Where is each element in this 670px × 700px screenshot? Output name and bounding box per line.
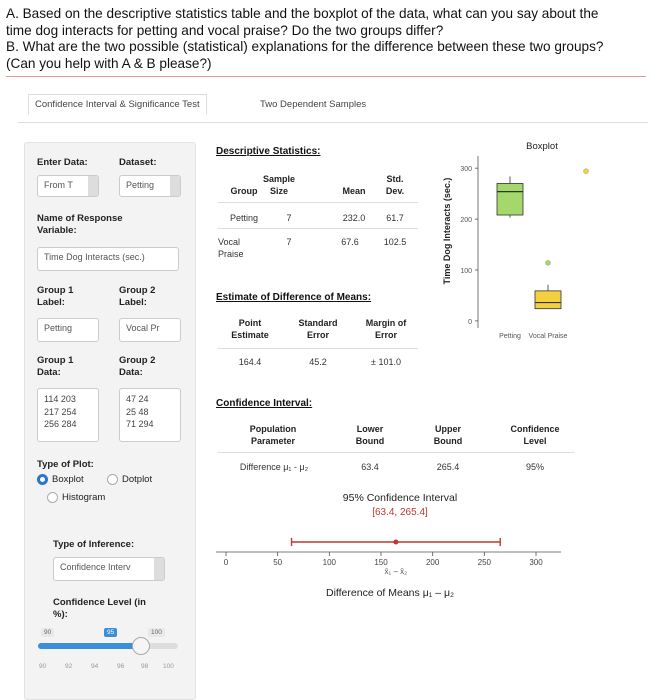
desc-row-2-group <box>218 236 266 260</box>
radio-unselected-icon <box>107 474 118 485</box>
col-header-me-line2: Error <box>374 330 397 340</box>
slider-tick: 92 <box>65 663 73 670</box>
radio-boxplot[interactable] <box>37 474 84 485</box>
group2-label-2: Label: <box>119 297 147 308</box>
dataset-label: Dataset: <box>119 157 157 168</box>
slider-value-label: 95 <box>104 628 117 637</box>
ci-plot-title: 95% Confidence Interval <box>342 492 458 504</box>
boxplot-category-label: Vocal Praise <box>528 333 568 340</box>
slider-max-label: 100 <box>148 628 165 637</box>
slider-tick: 90 <box>39 663 47 670</box>
radio-histogram[interactable] <box>47 492 105 503</box>
col-header-mean: Mean <box>342 186 366 196</box>
desc-row-2-group-line1: Vocal <box>218 237 241 247</box>
difference-estimate-title: Estimate of Difference of Means: <box>216 292 372 303</box>
col-header-se-line1: Standard <box>298 318 338 328</box>
group1-label-input[interactable]: Petting <box>37 318 99 342</box>
col-header-confidence-level <box>500 423 570 447</box>
desc-row-1-mean: 232.0 <box>342 213 366 223</box>
boxplot-y-tick-label: 200 <box>460 217 472 225</box>
ci-plot-range: [63.4, 265.4] <box>372 507 428 518</box>
boxplot-chart <box>430 136 610 356</box>
group1-label-1: Group 1 <box>37 285 74 296</box>
inference-type-select[interactable]: Confidence Interv <box>53 557 165 581</box>
point-estimate-value: 164.4 <box>238 357 262 367</box>
conf-level-label-1: Confidence Level (in <box>53 597 146 608</box>
conf-level-label-2: %): <box>53 609 68 620</box>
enter-data-select[interactable]: From T <box>37 175 99 197</box>
desc-row-1-group: Petting <box>229 213 259 223</box>
ci-x-tick-label: 300 <box>529 558 543 567</box>
boxplot-category-label: Petting <box>499 333 521 340</box>
col-header-standard-error <box>290 317 346 341</box>
question-line-2: time dog interacts for petting and vocal praise? Do the two groups differ? <box>6 22 444 38</box>
question-text <box>6 6 666 72</box>
plot-type-label: Type of Plot: <box>37 459 94 470</box>
response-label-2: Variable: <box>37 225 77 236</box>
col-header-sd <box>375 173 415 197</box>
ci-point-estimate <box>393 540 398 545</box>
desc-row-2-group-line2: Praise <box>218 249 244 259</box>
col-header-upper-line2: Bound <box>433 436 463 446</box>
tab-confidence-interval[interactable]: Confidence Interval & Significance Test <box>28 94 207 115</box>
slider-tick: 96 <box>117 663 125 670</box>
inference-type-label: Type of Inference: <box>53 539 135 550</box>
col-header-upper-line1: Upper <box>434 424 461 434</box>
slider-tick: 100 <box>163 663 174 670</box>
question-line-4: (Can you help with A & B please?) <box>6 55 212 71</box>
group2-data-label-2: Data: <box>119 367 143 378</box>
col-header-lower-bound <box>340 423 400 447</box>
boxplot-box <box>497 183 523 215</box>
slider-tick: 94 <box>91 663 99 670</box>
col-header-group: Group <box>230 186 258 196</box>
radio-dotplot-label: Dotplot <box>122 474 153 485</box>
col-header-level-line1: Confidence <box>510 424 560 434</box>
group1-data-textarea[interactable] <box>37 388 99 442</box>
boxplot-title: Boxplot <box>526 141 558 152</box>
group2-data-line: 25 48 <box>126 406 149 417</box>
col-header-margin-error <box>356 317 416 341</box>
desc-row-1-size: 7 <box>286 213 292 223</box>
group1-data-line: 256 284 <box>44 419 77 429</box>
col-header-sd-line2: Dev. <box>385 186 405 196</box>
enter-data-label: Enter Data: <box>37 157 88 168</box>
group2-data-textarea[interactable] <box>119 388 181 442</box>
boxplot-y-tick-label: 300 <box>460 166 472 174</box>
col-header-pe-line2: Estimate <box>231 330 269 340</box>
col-header-lower-line2: Bound <box>355 436 385 446</box>
ci-x-tick-label: 250 <box>477 558 492 567</box>
radio-boxplot-label: Boxplot <box>52 474 84 485</box>
question-divider <box>6 76 646 77</box>
margin-error-value: ± 101.0 <box>371 357 401 367</box>
col-header-level-line2: Level <box>523 436 547 446</box>
confidence-interval-title: Confidence Interval: <box>216 398 313 409</box>
ci-level-value: 95% <box>525 462 544 472</box>
radio-dotplot[interactable] <box>107 474 152 485</box>
response-label-1: Name of Response <box>37 213 123 224</box>
confidence-slider-handle[interactable] <box>132 637 150 655</box>
group2-label-1: Group 2 <box>119 285 156 296</box>
radio-unselected-icon <box>47 492 58 503</box>
group2-data-line: 47 24 <box>126 394 149 404</box>
col-header-size-line2: Size <box>269 186 288 196</box>
tab-two-dependent-samples[interactable]: Two Dependent Samples <box>260 99 367 110</box>
ci-x-tick-label: 50 <box>273 558 283 567</box>
group1-label-2: Label: <box>37 297 65 308</box>
group1-data-line: 217 254 <box>44 406 77 417</box>
col-header-se-line2: Error <box>306 330 329 340</box>
col-header-param-line2: Parameter <box>250 436 296 446</box>
table-divider <box>218 452 574 453</box>
dataset-select[interactable]: Petting <box>119 175 181 197</box>
descriptive-stats-title: Descriptive Statistics: <box>216 146 321 157</box>
ci-x-tick-label: 100 <box>322 558 337 567</box>
group2-label-input[interactable]: Vocal Pr <box>119 318 181 342</box>
response-variable-input[interactable]: Time Dog Interacts (sec.) <box>37 247 179 271</box>
desc-row-2-sd: 102.5 <box>383 237 407 247</box>
table-divider <box>218 228 418 229</box>
ci-upper-value: 265.4 <box>436 462 460 472</box>
question-line-1: A. Based on the descriptive statistics table and the boxplot of the data, what can you say about the <box>6 6 599 21</box>
group1-data-label-2: Data: <box>37 367 61 378</box>
ci-xbar-label: x̄₁ – x̄₂ <box>384 567 408 576</box>
desc-row-2-mean: 67.6 <box>341 237 359 247</box>
boxplot-y-tick-label: 0 <box>468 318 472 326</box>
confidence-slider-fill <box>38 643 136 649</box>
boxplot-outlier <box>546 260 551 265</box>
input-sidebar <box>24 142 196 700</box>
boxplot-y-tick-label: 100 <box>460 268 472 275</box>
ci-x-tick-label: 200 <box>425 558 440 567</box>
ci-x-tick-label: 0 <box>223 558 229 567</box>
col-header-upper-bound <box>418 423 478 447</box>
col-header-size-line1: Sample <box>262 174 295 184</box>
group2-data-label-1: Group 2 <box>119 355 156 366</box>
radio-histogram-label: Histogram <box>62 492 106 503</box>
question-line-3: B. What are the two possible (statistical) explanations for the difference between these two groups? <box>6 39 604 55</box>
slider-tick: 98 <box>141 663 149 670</box>
table-divider <box>218 202 418 203</box>
group1-data-label-1: Group 1 <box>37 355 74 366</box>
desc-row-2-size: 7 <box>286 237 292 247</box>
table-divider <box>218 348 418 349</box>
ci-xlabel: Difference of Means μ₁ – μ₂ <box>326 587 455 599</box>
col-header-sd-line1: Std. <box>386 174 404 184</box>
slider-min-label: 90 <box>41 628 54 637</box>
ci-lower-value: 63.4 <box>361 462 379 472</box>
boxplot-outlier <box>584 169 589 174</box>
confidence-slider-track[interactable] <box>38 643 178 649</box>
col-header-pe-line1: Point <box>238 318 262 328</box>
col-header-me-line1: Margin of <box>365 318 407 328</box>
col-header-lower-line1: Lower <box>356 424 384 434</box>
group1-data-line: 114 203 <box>44 394 76 404</box>
col-header-param-line1: Population <box>249 424 297 434</box>
boxplot-ylabel: Time Dog Interacts (sec.) <box>442 177 452 285</box>
boxplot-box <box>535 291 561 309</box>
radio-selected-icon <box>37 474 48 485</box>
tab-bar <box>18 85 648 123</box>
desc-row-1-sd: 61.7 <box>386 213 404 223</box>
col-header-population-parameter <box>228 423 318 447</box>
col-header-point-estimate <box>222 317 278 341</box>
ci-parameter-value: Difference μ₁ - μ₂ <box>239 462 309 472</box>
group2-data-line: 71 294 <box>126 419 154 429</box>
standard-error-value: 45.2 <box>309 357 327 367</box>
ci-x-tick-label: 150 <box>374 558 388 567</box>
